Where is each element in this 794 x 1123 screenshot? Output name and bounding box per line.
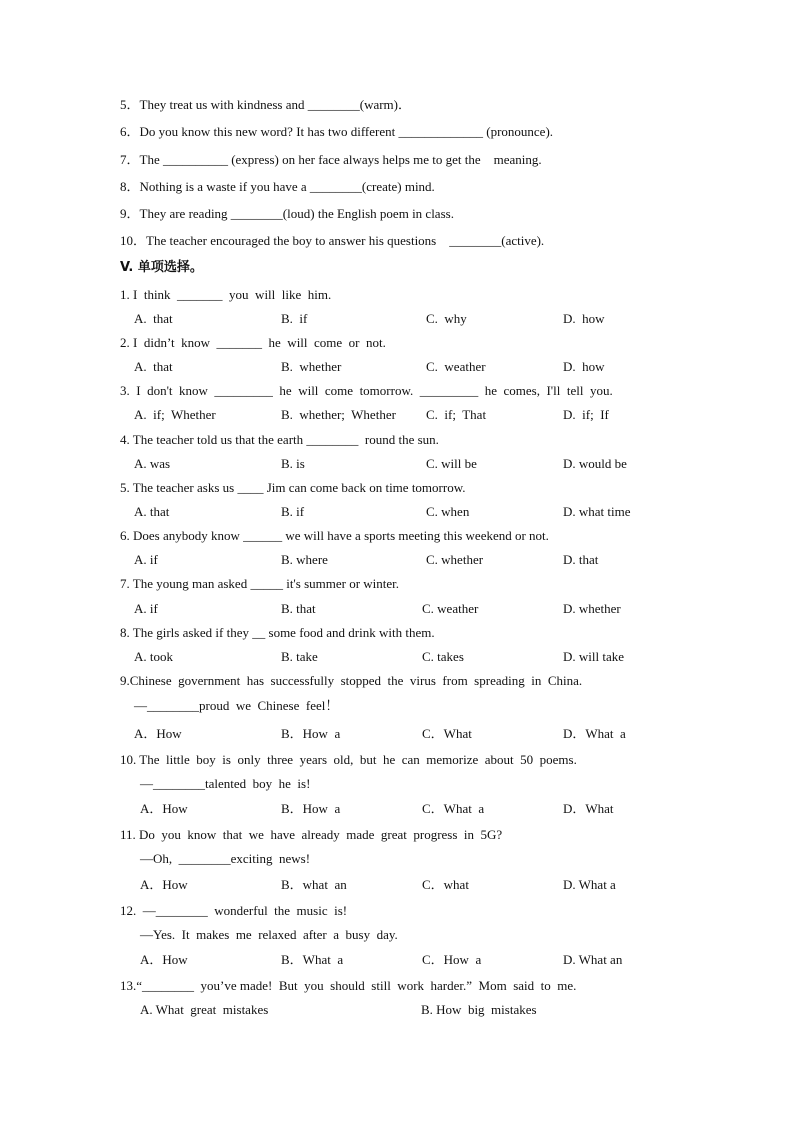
option-b: B. whether; Whether bbox=[281, 407, 396, 422]
fill-in-item-5: 5．They treat us with kindness and ________(warm)． bbox=[120, 97, 412, 112]
question-stem: 11. Do you know that we have already made great progress in 5G? bbox=[120, 827, 503, 842]
fill-in-item-10: 10．The teacher encouraged the boy to answer his questions ________(active). bbox=[120, 233, 545, 248]
option-c: C. why bbox=[426, 311, 467, 326]
fill-in-item-6: 6．Do you know this new word? It has two different _____________ (pronounce). bbox=[120, 124, 554, 139]
question-stem: 6. Does anybody know ______ we will have a sports meeting this weekend or not. bbox=[120, 528, 549, 543]
option-a: A. if bbox=[134, 552, 158, 567]
option-c: C．What a bbox=[422, 801, 485, 816]
option-d: D. if; If bbox=[563, 407, 609, 422]
option-d: D. would be bbox=[563, 456, 627, 471]
option-b: B. is bbox=[281, 456, 305, 471]
option-c: C. if; That bbox=[426, 407, 487, 422]
option-b: B．How a bbox=[281, 801, 341, 816]
option-c: C. whether bbox=[426, 552, 484, 567]
option-a: A. took bbox=[134, 649, 173, 664]
option-b: B. if bbox=[281, 311, 308, 326]
section-heading: V. 单项选择。 bbox=[120, 260, 203, 275]
option-d: D. how bbox=[563, 311, 605, 326]
option-a: A. if; Whether bbox=[134, 407, 216, 422]
option-b: B. where bbox=[281, 552, 328, 567]
option-d: D．What bbox=[563, 801, 614, 816]
option-b: B. How big mistakes bbox=[421, 1002, 537, 1017]
question-stem: 5. The teacher asks us ____ Jim can come back on time tomorrow. bbox=[120, 480, 466, 495]
option-a: A．How bbox=[140, 877, 188, 892]
option-b: B. that bbox=[281, 601, 316, 616]
option-d: D. whether bbox=[563, 601, 621, 616]
option-d: D. will take bbox=[563, 649, 625, 664]
option-c: C. will be bbox=[426, 456, 477, 471]
option-d: D．What a bbox=[563, 726, 626, 741]
option-a: A．How bbox=[134, 726, 182, 741]
option-b: B．What a bbox=[281, 952, 344, 967]
question-stem-reply: —Oh, ________exciting news! bbox=[140, 851, 311, 866]
option-d: D. that bbox=[563, 552, 599, 567]
option-b: B. take bbox=[281, 649, 318, 664]
question-stem: 7. The young man asked _____ it's summer or winter. bbox=[120, 576, 400, 591]
question-stem: 13.“________ you’ve made! But you should still work harder.” Mom said to me. bbox=[120, 978, 577, 993]
question-stem: 1. I think _______ you will like him. bbox=[120, 287, 332, 302]
option-d: D. What an bbox=[563, 952, 623, 967]
option-b: B．How a bbox=[281, 726, 341, 741]
option-d: D. what time bbox=[563, 504, 631, 519]
option-b: B. whether bbox=[281, 359, 342, 374]
option-a: A. was bbox=[134, 456, 171, 471]
option-a: A．How bbox=[140, 952, 188, 967]
option-c: C. takes bbox=[422, 649, 464, 664]
question-stem: 8. The girls asked if they __ some food and drink with them. bbox=[120, 625, 435, 640]
option-d: D. What a bbox=[563, 877, 616, 892]
option-c: C. weather bbox=[422, 601, 479, 616]
question-stem: 4. The teacher told us that the earth ________ round the sun. bbox=[120, 432, 439, 447]
question-stem: 10. The little boy is only three years old, but he can memorize about 50 poems. bbox=[120, 752, 577, 767]
option-a: A. that bbox=[134, 504, 170, 519]
option-a: A．How bbox=[140, 801, 188, 816]
question-stem: 3. I don't know _________ he will come tomorrow. _________ he comes, I'll tell you. bbox=[120, 383, 613, 398]
option-b: B. if bbox=[281, 504, 305, 519]
option-a: A. that bbox=[134, 359, 173, 374]
question-stem: 9.Chinese government has successfully stopped the virus from spreading in China. bbox=[120, 673, 583, 688]
option-c: C．What bbox=[422, 726, 472, 741]
option-c: C．what bbox=[422, 877, 469, 892]
question-stem-reply: —Yes. It makes me relaxed after a busy day. bbox=[140, 927, 398, 942]
option-a: A. that bbox=[134, 311, 173, 326]
fill-in-item-9: 9．They are reading ________(loud) the English poem in class. bbox=[120, 206, 454, 221]
question-stem: 2. I didn’t know _______ he will come or not. bbox=[120, 335, 386, 350]
option-c: C. weather bbox=[426, 359, 486, 374]
option-d: D. how bbox=[563, 359, 605, 374]
question-stem-reply: —________talented boy he is! bbox=[140, 776, 311, 791]
fill-in-item-7: 7．The __________ (express) on her face always helps me to get the meaning. bbox=[120, 152, 542, 167]
option-a: A. if bbox=[134, 601, 158, 616]
question-stem: 12. —________ wonderful the music is! bbox=[120, 903, 348, 918]
fill-in-item-8: 8．Nothing is a waste if you have a ________(create) mind. bbox=[120, 179, 435, 194]
question-stem-reply: —________proud we Chinese feel！ bbox=[134, 698, 339, 713]
option-b: B．what an bbox=[281, 877, 347, 892]
option-c: C. when bbox=[426, 504, 470, 519]
option-c: C．How a bbox=[422, 952, 482, 967]
option-a: A. What great mistakes bbox=[140, 1002, 269, 1017]
